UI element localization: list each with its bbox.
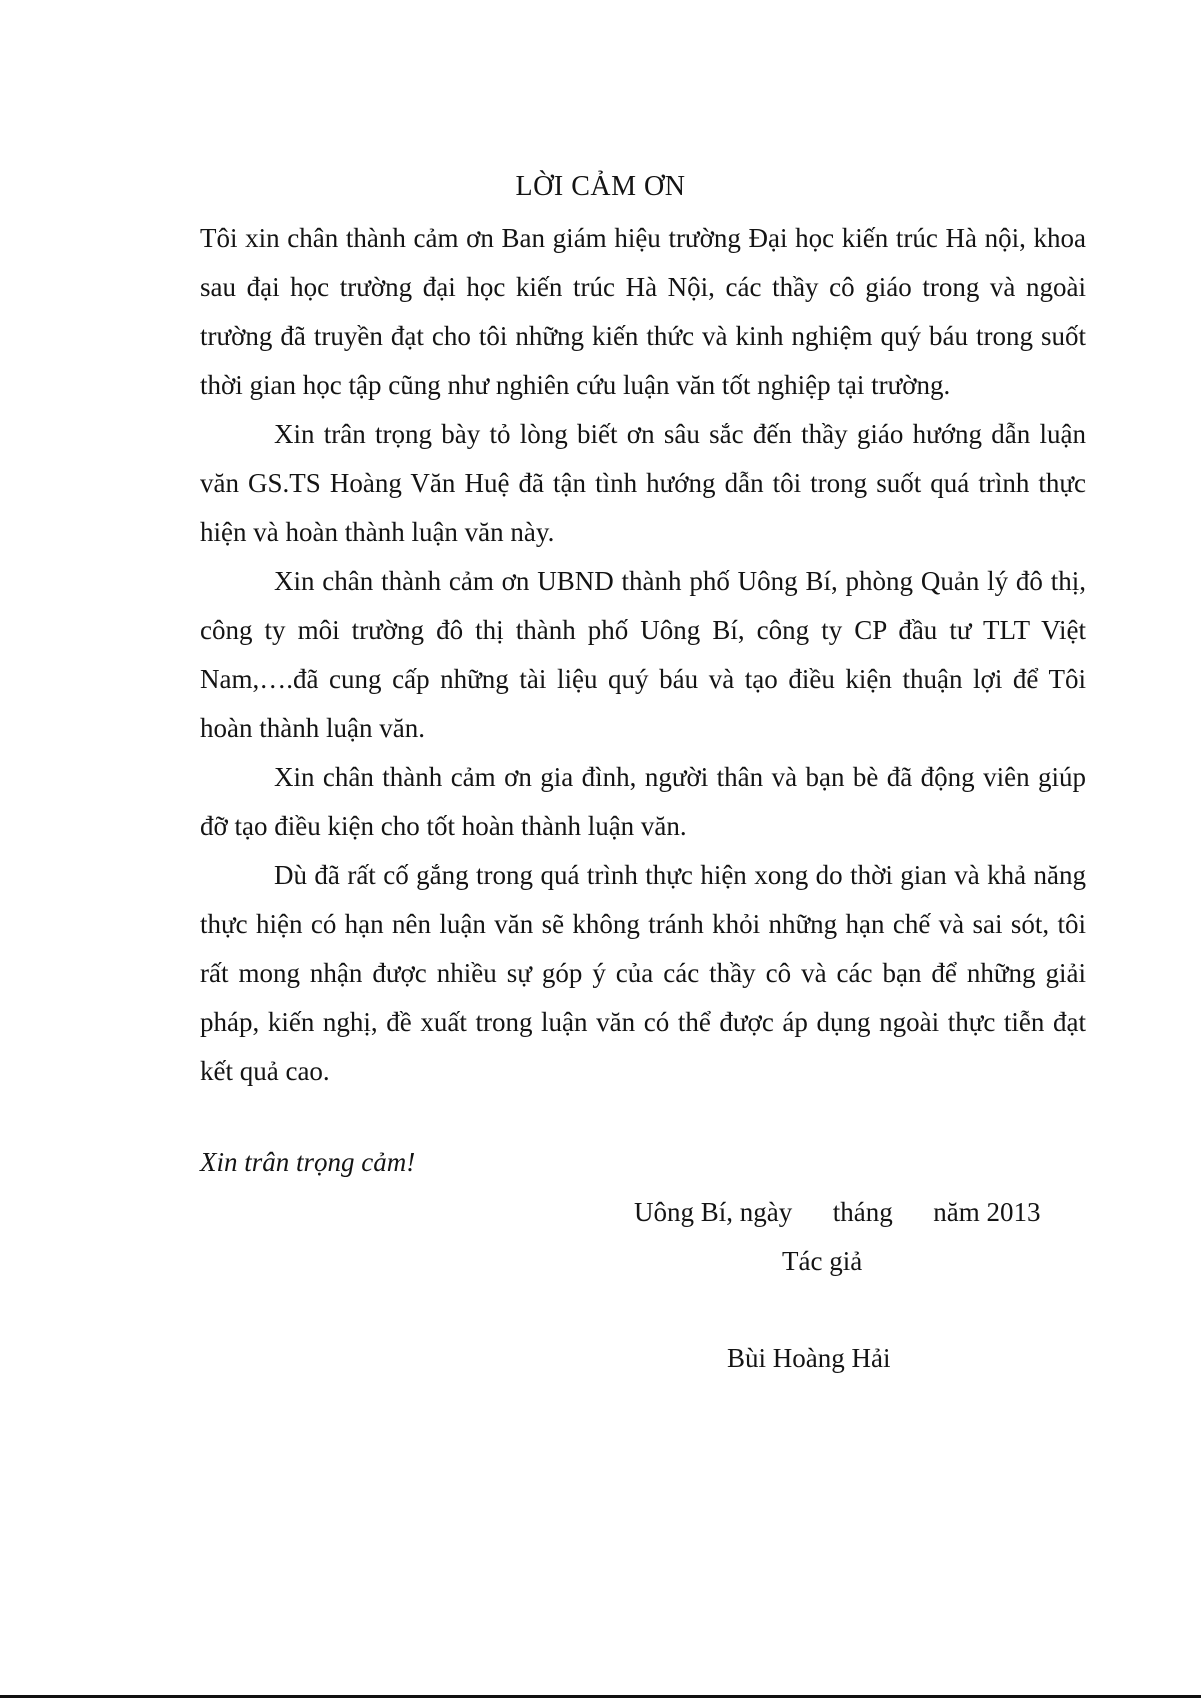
paragraph-5: Dù đã rất cố gắng trong quá trình thực hiện xong do thời gian và khả năng thực hiện có hạn nên luận văn sẽ không tránh khỏi những hạn chế và sai sót, tôi rất mong nhận được nhiều sự góp ý của các thầy cô và các bạn để những giải pháp, kiến nghị, đề xuất trong luận văn có thể được áp dụng ngoài thực tiễn đạt kết quả cao. (200, 860, 1086, 1086)
signature-name: Bùi Hoàng Hải (727, 1343, 891, 1373)
paragraph-1: Tôi xin chân thành cảm ơn Ban giám hiệu trường Đại học kiến trúc Hà nội, khoa sau đại học trường đại học kiến trúc Hà Nội, các thầy cô giáo trong và ngoài trường đã truyền đạt cho tôi những kiến thức và kinh nghiệm quý báu trong suốt thời gian học tập cũng như nghiên cứu luận văn tốt nghiệp tại trường. (200, 223, 1086, 400)
paragraph-4: Xin chân thành cảm ơn gia đình, người thân và bạn bè đã động viên giúp đỡ tạo điều kiện cho tốt hoàn thành luận văn. (200, 762, 1086, 841)
paragraph-2: Xin trân trọng bày tỏ lòng biết ơn sâu sắc đến thầy giáo hướng dẫn luận văn GS.TS Hoàng Văn Huệ đã tận tình hướng dẫn tôi trong suốt quá trình thực hiện và hoàn thành luận văn này. (200, 419, 1086, 547)
signature-role: Tác giả (782, 1246, 863, 1276)
paragraph-3: Xin chân thành cảm ơn UBND thành phố Uông Bí, phòng Quản lý đô thị, công ty môi trường đô thị thành phố Uông Bí, công ty CP đầu tư TLT Việt Nam,….đã cung cấp những tài liệu quý báu và tạo điều kiện thuận lợi để Tôi hoàn thành luận văn. (200, 566, 1086, 743)
signature-date-line: Uông Bí, ngày tháng năm 2013 (634, 1197, 1041, 1227)
acknowledgement-body (200, 214, 1086, 1096)
page-title: LỜI CẢM ƠN (515, 171, 686, 202)
closing-line: Xin trân trọng cảm! (200, 1147, 416, 1177)
